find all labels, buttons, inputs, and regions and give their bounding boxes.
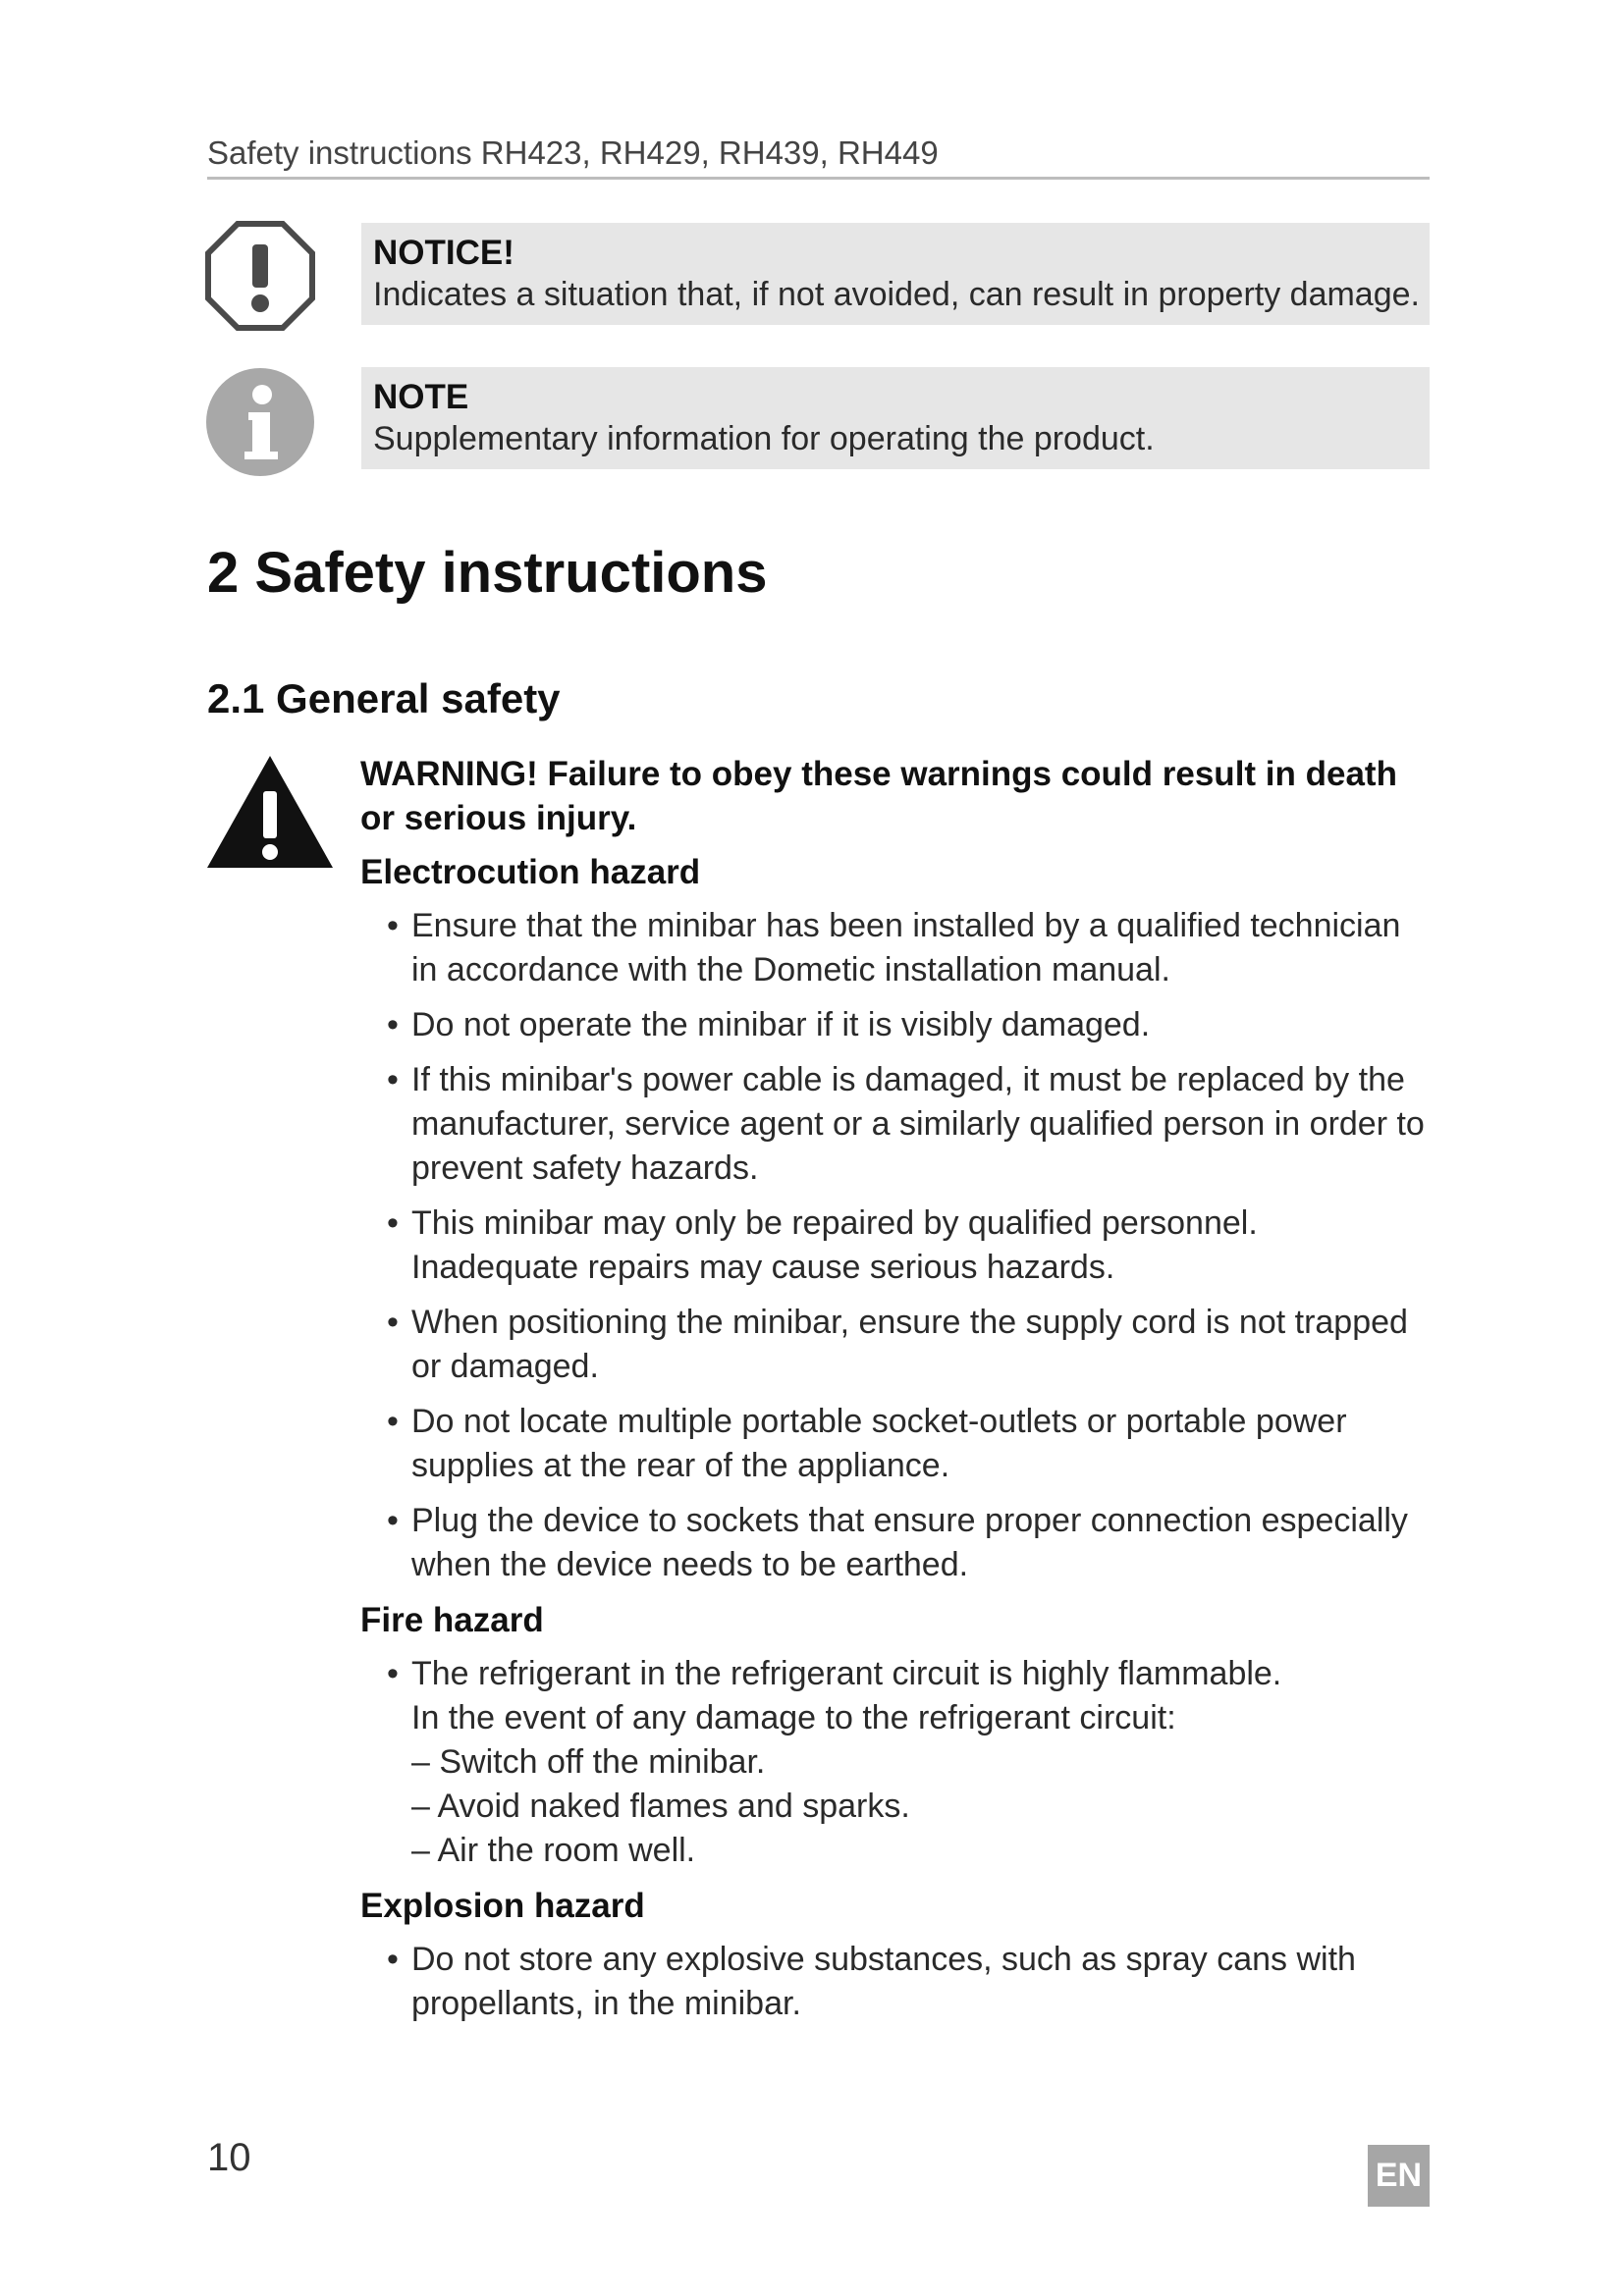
list-item: • Do not locate multiple portable socket-outlets or portable power supplies at the rear of the appliance.	[387, 1403, 1347, 1484]
list-item: • Plug the device to sockets that ensure proper connection especially when the device needs to be earthed.	[387, 1502, 1408, 1583]
fire-step: – Air the room well.	[411, 1832, 696, 1869]
warning-triangle-icon	[205, 754, 335, 875]
note-text: Supplementary information for operating the product.	[373, 420, 1155, 457]
fire-heading: Fire hazard	[360, 1601, 544, 1639]
electrocution-heading: Electrocution hazard	[360, 853, 701, 891]
page-header: Safety instructions RH423, RH429, RH439, RH449	[207, 130, 1430, 180]
notice-title: NOTICE!	[373, 234, 514, 272]
subsection-title: 2.1 General safety	[207, 675, 561, 721]
note-box	[361, 367, 1430, 469]
explosion-list	[360, 1938, 1431, 2026]
electrocution-list	[360, 904, 1431, 1587]
language-badge: EN	[1368, 2145, 1430, 2207]
page-number: 10	[207, 2136, 251, 2179]
list-item: • This minibar may only be repaired by qualified personnel. Inadequate repairs may cause serious hazards.	[387, 1204, 1258, 1286]
note-title: NOTE	[373, 378, 469, 416]
fire-step: – Switch off the minibar.	[411, 1743, 766, 1781]
notice-octagon-icon	[205, 221, 315, 336]
warning-statement: WARNING! Failure to obey these warnings could result in death or serious injury.	[360, 755, 1397, 837]
fire-intro: In the event of any damage to the refrigerant circuit:	[411, 1699, 1176, 1736]
list-item: • When positioning the minibar, ensure the supply cord is not trapped or damaged.	[387, 1304, 1408, 1385]
fire-step: – Avoid naked flames and sparks.	[411, 1788, 910, 1825]
list-item: • If this minibar's power cable is damaged, it must be replaced by the manufacturer, service agent or a similarly qualified person in order to prevent safety hazards.	[387, 1061, 1425, 1187]
section-title: 2 Safety instructions	[207, 541, 768, 605]
explosion-heading: Explosion hazard	[360, 1887, 645, 1925]
notice-text: Indicates a situation that, if not avoided, can result in property damage.	[373, 276, 1420, 313]
list-item: • Do not store any explosive substances, such as spray cans with propellants, in the minibar.	[387, 1941, 1356, 2022]
list-item: • The refrigerant in the refrigerant circuit is highly flammable. In the event of any damage to the refrigerant circuit: – Switch off the minibar. – Avoid naked flames and sparks. – Air the room well.	[360, 1652, 1431, 1873]
fire-list	[360, 1652, 1431, 1873]
general-safety-content	[360, 752, 1431, 2037]
notice-box	[361, 223, 1430, 325]
list-item: • Ensure that the minibar has been installed by a qualified technician in accordance with the Dometic installation manual.	[387, 907, 1401, 988]
info-icon	[205, 367, 315, 482]
list-item: • Do not operate the minibar if it is visibly damaged.	[387, 1006, 1151, 1043]
